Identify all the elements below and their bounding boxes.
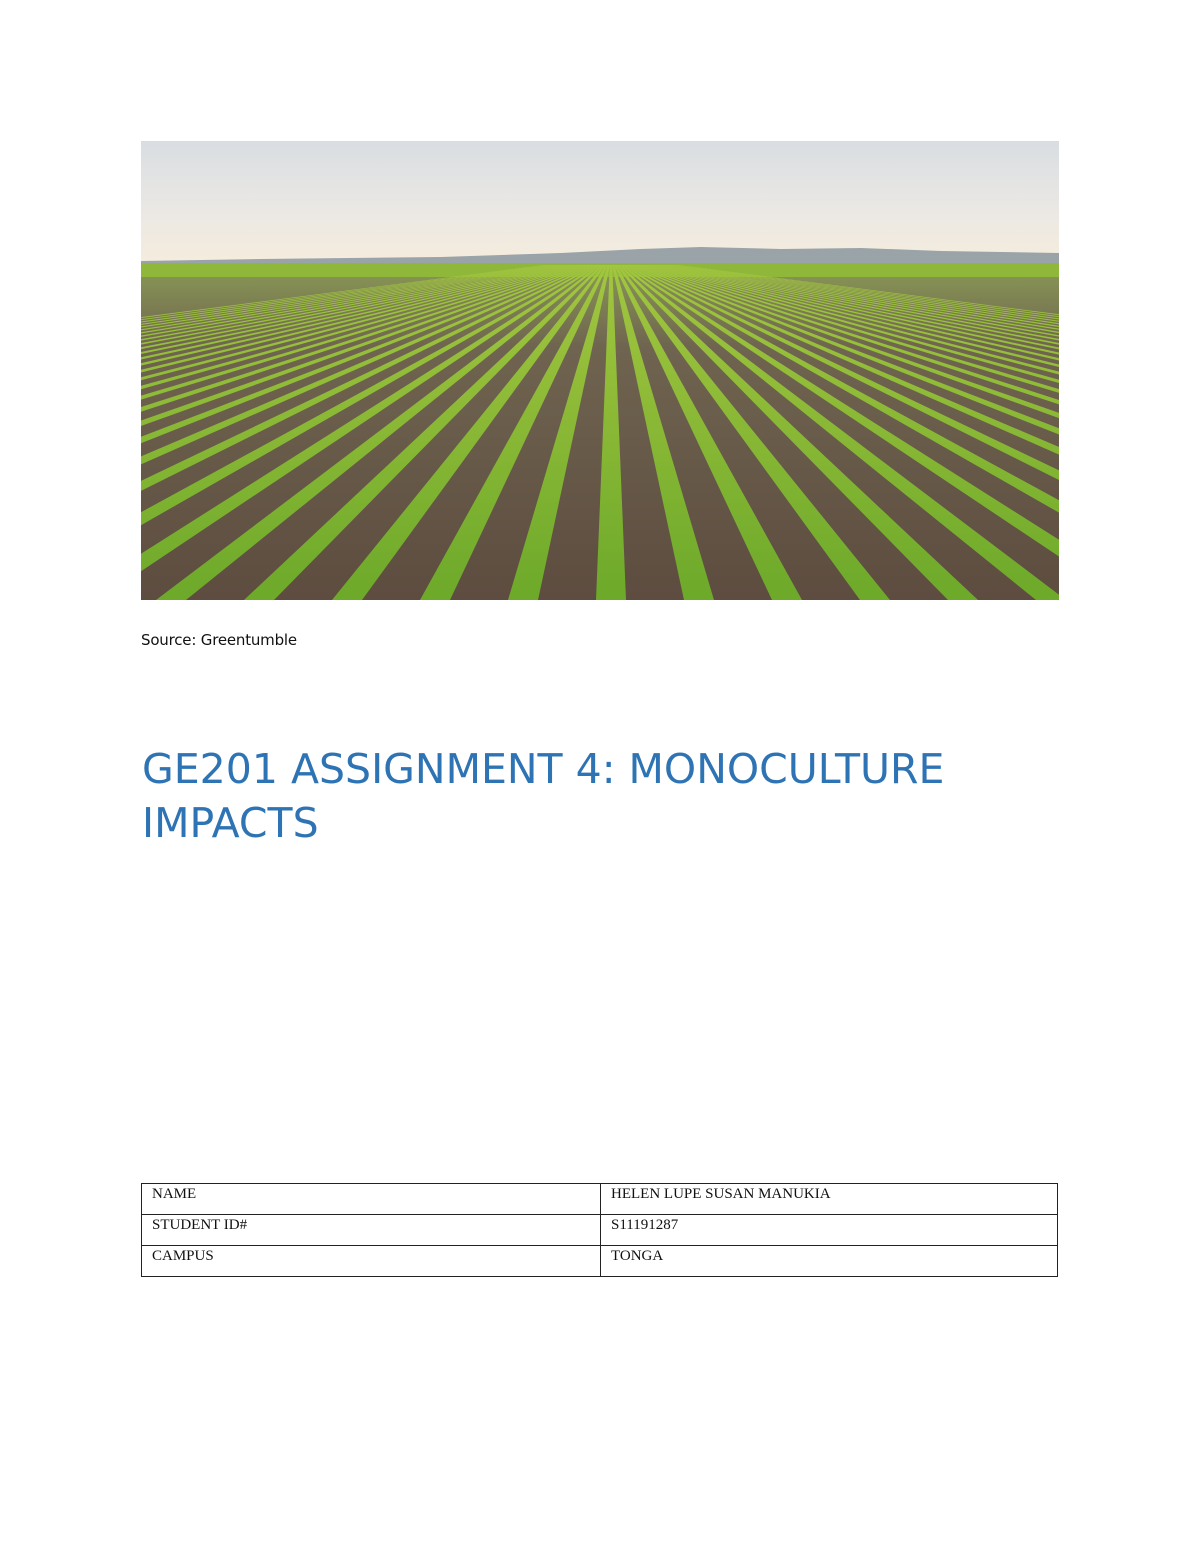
field-rows-photo <box>141 141 1059 600</box>
student-id-value: S11191287 <box>601 1215 1058 1246</box>
sky <box>141 141 1059 266</box>
table-row-student-id <box>142 1215 1058 1246</box>
title-line-1: GE201 ASSIGNMENT 4: MONOCULTURE <box>142 745 945 793</box>
table-row-campus <box>142 1246 1058 1277</box>
document-title <box>142 742 1042 850</box>
campus-value: TONGA <box>601 1246 1058 1277</box>
image-caption <box>141 631 297 649</box>
caption-label: Source: <box>141 631 197 649</box>
campus-label: CAMPUS <box>142 1246 601 1277</box>
caption-source: Greentumble <box>200 631 297 649</box>
cover-photo <box>141 141 1059 600</box>
name-value: HELEN LUPE SUSAN MANUKIA <box>601 1184 1058 1215</box>
table-row-name <box>142 1184 1058 1215</box>
title-line-2: IMPACTS <box>142 799 319 847</box>
name-label: NAME <box>142 1184 601 1215</box>
student-id-label: STUDENT ID# <box>142 1215 601 1246</box>
student-info-table <box>141 1183 1058 1277</box>
